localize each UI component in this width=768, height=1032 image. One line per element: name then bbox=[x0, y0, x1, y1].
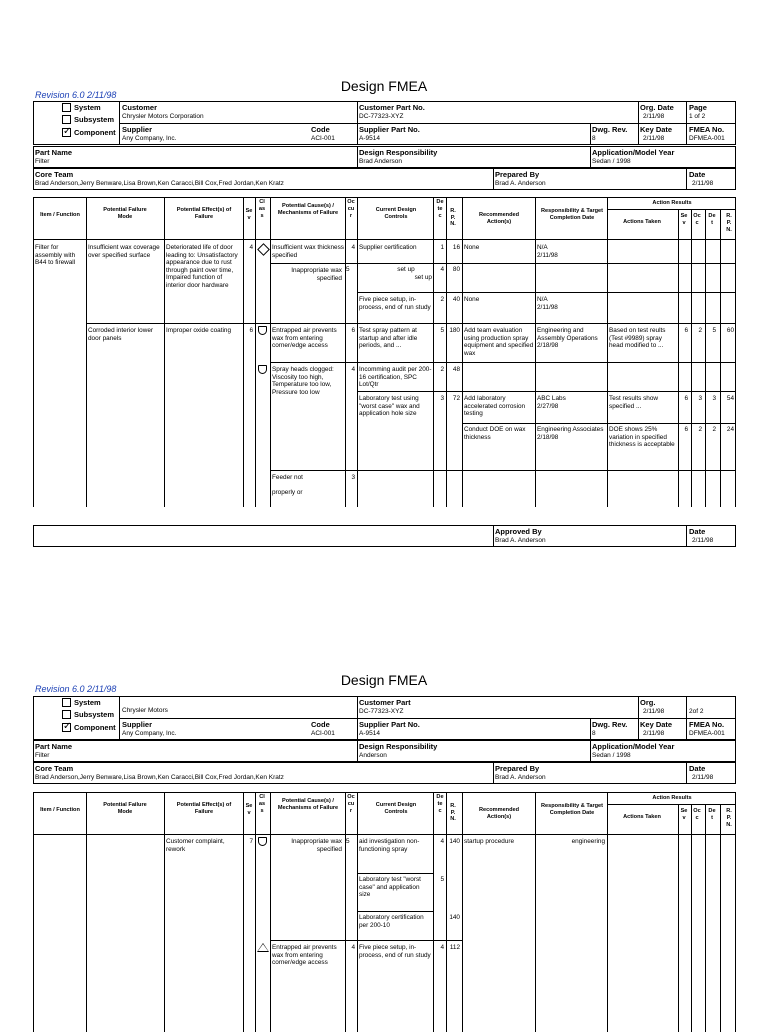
ar-sev-cell: 6 bbox=[684, 327, 688, 334]
fmea-no-label: FMEA No. bbox=[689, 125, 725, 134]
rpn-cell: 140 bbox=[449, 914, 460, 921]
page-value: 2of 2 bbox=[689, 708, 704, 715]
col-failure-mode: Potential Failure Mode bbox=[103, 207, 147, 220]
shield-class-icon bbox=[258, 837, 267, 846]
page-label: Page bbox=[689, 103, 707, 112]
actions-taken-cell: Test results show specified ... bbox=[609, 395, 659, 410]
actions-taken-cell: DOE shows 25% variation in specified thickness is acceptable bbox=[609, 426, 675, 449]
revision-label: Revision 6.0 2/11/98 bbox=[35, 90, 117, 100]
col-item-function: Item / Function bbox=[40, 807, 80, 813]
supplier-part-no-value: A-9514 bbox=[359, 135, 380, 142]
failure-mode-cell: Corroded interior lower door panels bbox=[88, 327, 153, 342]
triangle-class-icon bbox=[257, 943, 269, 952]
col-item-function: Item / Function bbox=[40, 212, 80, 218]
det-cell: 2 bbox=[440, 366, 444, 373]
part-name-value: Filter bbox=[35, 158, 50, 165]
control-cell: Five piece setup, in-process, end of run study bbox=[359, 944, 431, 959]
revision-label: Revision 6.0 2/11/98 bbox=[35, 684, 117, 694]
det-cell: 5 bbox=[440, 327, 444, 334]
code-label: Code bbox=[311, 125, 330, 134]
system-label: System bbox=[74, 103, 101, 112]
col-causes: Potential Cause(s) / Mechanisms of Failure bbox=[277, 203, 339, 216]
cause-cell: Spray heads clogged: Viscosity too high, Temperature too low, Pressure too low bbox=[272, 366, 334, 396]
org-date-value: 2/11/98 bbox=[643, 708, 665, 715]
det-cell: 2 bbox=[440, 296, 444, 303]
subsystem-checkbox[interactable] bbox=[62, 115, 71, 124]
ar-occ-cell: 3 bbox=[698, 395, 702, 402]
effect-cell: Improper oxide coating bbox=[166, 327, 232, 334]
responsibility-cell: Engineering Associates 2/18/98 bbox=[537, 426, 604, 441]
col-occur: Occur bbox=[347, 794, 355, 814]
page-title: Design FMEA bbox=[340, 672, 428, 688]
approved-date-label: Date bbox=[689, 527, 706, 536]
recommended-cell: Conduct DOE on wax thickness bbox=[464, 426, 526, 441]
recommended-cell: Add team evaluation using production spray equipment and specified wax bbox=[464, 327, 534, 357]
ar-det-cell: 3 bbox=[712, 395, 716, 402]
customer-label: Customer bbox=[122, 103, 158, 112]
part-name-label: Part Name bbox=[35, 742, 73, 751]
occ-cell: 5 bbox=[346, 838, 350, 845]
col-ar-rpn: R. P. N. bbox=[726, 808, 732, 828]
part-name-label: Part Name bbox=[35, 148, 73, 157]
col-ar-sev: Sev bbox=[680, 213, 688, 226]
key-date-value: 2/11/98 bbox=[643, 730, 665, 737]
application-model-year-value: Sedan / 1998 bbox=[592, 752, 631, 759]
col-actions-taken: Actions Taken bbox=[623, 219, 661, 225]
det-cell: 5 bbox=[440, 876, 444, 883]
date-value: 2/11/98 bbox=[692, 180, 714, 187]
ar-rpn-cell: 24 bbox=[726, 426, 734, 433]
design-responsibility-label: Design Responsibility bbox=[359, 742, 438, 751]
approved-by-label: Approved By bbox=[495, 527, 542, 536]
core-team-value: Brad Anderson,Jerry Benware,Lisa Brown,Ken Caracci,Bill Cox,Fred Jordan,Ken Kratz bbox=[35, 180, 284, 187]
responsibility-cell: ABC Labs 2/27/98 bbox=[537, 395, 566, 410]
rpn-cell: 40 bbox=[452, 296, 460, 303]
cause-cell: Entrapped air prevents wax from entering corner/edge access bbox=[272, 944, 337, 967]
part-name-value: Filter bbox=[35, 752, 50, 759]
col-responsibility: Responsibility & Target Completion Date bbox=[540, 208, 604, 221]
det-cell: 4 bbox=[440, 944, 444, 951]
supplier-value: Any Company, Inc. bbox=[122, 135, 177, 142]
col-detec: Detec bbox=[436, 199, 444, 219]
rpn-cell: 16 bbox=[452, 244, 460, 251]
shield-class-icon bbox=[258, 365, 267, 374]
responsibility-cell: Engineering and Assembly Operations 2/18/98 bbox=[537, 327, 598, 350]
col-recommended: Recommended Action(s) bbox=[478, 807, 520, 820]
det-cell: 4 bbox=[440, 266, 444, 273]
col-action-results: Action Results bbox=[652, 200, 692, 206]
recommended-cell: None bbox=[464, 244, 480, 251]
fmea-no-value: DFMEA-001 bbox=[689, 135, 725, 142]
actions-taken-cell: Based on test reults (Test #9989) spray head modified to ... bbox=[609, 327, 666, 350]
core-team-label: Core Team bbox=[35, 170, 74, 179]
col-failure-mode: Potential Failure Mode bbox=[103, 802, 147, 815]
cause-cell: Entrapped air prevents wax from entering corner/edge access bbox=[272, 327, 337, 350]
sev-cell: 4 bbox=[249, 244, 253, 251]
det-cell: 4 bbox=[440, 838, 444, 845]
org-label: Org. bbox=[640, 698, 656, 707]
shield-class-icon bbox=[258, 326, 267, 335]
col-ar-det: Det bbox=[708, 808, 716, 821]
cause-cell: Inappropriate wax specified bbox=[291, 838, 342, 853]
dwg-rev-value: 8 bbox=[592, 135, 596, 142]
occ-cell: 4 bbox=[351, 944, 355, 951]
component-label: Component bbox=[74, 128, 116, 137]
customer-value: Chrysler Motors bbox=[122, 707, 168, 714]
cause-cell: Feeder not properly or bbox=[272, 474, 303, 497]
design-responsibility-value: Brad Anderson bbox=[359, 158, 403, 165]
rpn-cell: 72 bbox=[452, 395, 460, 402]
dwg-rev-label: Dwg. Rev. bbox=[592, 125, 628, 134]
approved-by-value: Brad A. Anderson bbox=[495, 537, 546, 544]
cause-cell: Insufficient wax thickness specified bbox=[272, 244, 344, 259]
supplier-label: Supplier bbox=[122, 720, 153, 729]
fmea-no-value: DFMEA-001 bbox=[689, 730, 725, 737]
responsibility-cell: engineering bbox=[571, 838, 605, 845]
approved-block bbox=[33, 525, 736, 547]
date-label: Date bbox=[689, 170, 706, 179]
control-cell: Laboratory certification per 200-10 bbox=[359, 914, 424, 929]
col-responsibility: Responsibility & Target Completion Date bbox=[540, 803, 604, 816]
core-team-value: Brad Anderson,Jerry Benware,Lisa Brown,Ken Caracci,Bill Cox,Fred Jordan,Ken Kratz bbox=[35, 774, 284, 781]
customer-part-no-value: DC-77323-XYZ bbox=[359, 113, 404, 120]
rpn-cell: 80 bbox=[452, 266, 460, 273]
sev-cell: 7 bbox=[249, 838, 253, 845]
recommended-cell: Add laboratory accelerated corrosion testing bbox=[464, 395, 526, 418]
col-controls: Current Design Controls bbox=[375, 207, 417, 220]
code-label: Code bbox=[311, 720, 330, 729]
ar-occ-cell: 2 bbox=[698, 426, 702, 433]
org-date-value: 2/11/98 bbox=[643, 113, 665, 120]
dwg-rev-label: Dwg. Rev. bbox=[592, 720, 628, 729]
supplier-part-no-label: Supplier Part No. bbox=[359, 125, 420, 134]
supplier-value: Any Company, Inc. bbox=[122, 730, 177, 737]
failure-mode-cell: Insufficient wax coverage over specified surface bbox=[88, 244, 160, 259]
customer-part-label: Customer Part bbox=[359, 698, 411, 707]
effect-cell: Deteriorated life of door leading to: Unsatisfactory appearance due to rust through paint over time, Impaired function of interior door hardware bbox=[166, 244, 238, 289]
col-recommended: Recommended Action(s) bbox=[478, 212, 520, 225]
supplier-label: Supplier bbox=[122, 125, 153, 134]
col-controls: Current Design Controls bbox=[375, 802, 417, 815]
det-cell: 1 bbox=[440, 244, 444, 251]
ar-occ-cell: 2 bbox=[698, 327, 702, 334]
control-cell: Incomming audit per 200-16 certification, SPC Lot/Qtr bbox=[359, 366, 432, 389]
control-cell: Supplier certification bbox=[359, 244, 417, 251]
date-label: Date bbox=[689, 764, 706, 773]
page-title: Design FMEA bbox=[340, 78, 428, 94]
customer-part-no-label: Customer Part No. bbox=[359, 103, 425, 112]
customer-value: Chrysler Motors Corporation bbox=[122, 113, 204, 120]
supplier-part-no-value: A-9514 bbox=[359, 730, 380, 737]
component-checkbox[interactable] bbox=[62, 128, 71, 137]
col-effects: Potential Effect(s) of Failure bbox=[176, 802, 232, 815]
col-rpn: R. P. N. bbox=[450, 208, 456, 228]
col-ar-rpn: R. P. N. bbox=[726, 213, 732, 233]
ar-det-cell: 2 bbox=[712, 426, 716, 433]
control-cell: Five piece setup, in-process, end of run study bbox=[359, 296, 431, 311]
subsystem-label: Subsystem bbox=[74, 115, 115, 124]
ar-rpn-cell: 54 bbox=[726, 395, 734, 402]
component-label: Component bbox=[74, 723, 116, 732]
sev-cell: 6 bbox=[249, 327, 253, 334]
subsystem-checkbox[interactable] bbox=[62, 710, 71, 719]
application-model-year-label: Application/Model Year bbox=[592, 148, 675, 157]
item-function-cell: Filter for assembly with B44 to firewall bbox=[35, 244, 76, 267]
design-responsibility-value: Anderson bbox=[359, 752, 387, 759]
system-checkbox[interactable] bbox=[62, 103, 71, 112]
rpn-cell: 112 bbox=[449, 944, 460, 951]
control-cell: aid investigation non-functioning spray bbox=[359, 838, 420, 853]
responsibility-cell: N/A 2/11/98 bbox=[537, 244, 558, 259]
col-rpn: R. P. N. bbox=[450, 803, 456, 823]
code-value: ACI-001 bbox=[311, 730, 335, 737]
ar-det-cell: 5 bbox=[712, 327, 716, 334]
prepared-by-value: Brad A. Anderson bbox=[495, 774, 546, 781]
design-responsibility-label: Design Responsibility bbox=[359, 148, 438, 157]
application-model-year-label: Application/Model Year bbox=[592, 742, 675, 751]
org-date-label: Org. Date bbox=[640, 103, 674, 112]
det-cell: 3 bbox=[440, 395, 444, 402]
control-cell: Laboratory test "worst case" and application size bbox=[359, 876, 421, 899]
effect-cell: Customer complaint, rework bbox=[166, 838, 225, 853]
col-detec: Detec bbox=[436, 794, 444, 814]
occ-cell: 5 bbox=[346, 266, 350, 273]
col-sev: Sev bbox=[245, 208, 253, 221]
col-class: Class bbox=[258, 794, 266, 814]
col-ar-occ: Occ bbox=[693, 213, 701, 226]
system-checkbox[interactable] bbox=[62, 698, 71, 707]
dwg-rev-value: 8 bbox=[592, 730, 596, 737]
col-class: Class bbox=[258, 199, 266, 219]
key-date-value: 2/11/98 bbox=[643, 135, 665, 142]
key-date-label: Key Date bbox=[640, 720, 673, 729]
control-cell: Test spray pattern at startup and after idle periods, and ... bbox=[359, 327, 418, 350]
application-model-year-value: Sedan / 1998 bbox=[592, 158, 631, 165]
recommended-cell: None bbox=[464, 296, 480, 303]
col-ar-det: Det bbox=[708, 213, 716, 226]
ar-sev-cell: 6 bbox=[684, 395, 688, 402]
col-occur: Occur bbox=[347, 199, 355, 219]
prepared-by-label: Prepared By bbox=[495, 764, 540, 773]
col-ar-occ: Occ bbox=[693, 808, 701, 821]
prepared-by-value: Brad A. Anderson bbox=[495, 180, 546, 187]
date-value: 2/11/98 bbox=[692, 774, 714, 781]
approved-date-value: 2/11/98 bbox=[692, 537, 714, 544]
rpn-cell: 140 bbox=[449, 838, 460, 845]
control-cell: Laboratory test using "worst case" wax and application hole size bbox=[359, 395, 420, 418]
responsibility-cell: N/A 2/11/98 bbox=[537, 296, 558, 311]
customer-part-no-value: DC-77323-XYZ bbox=[359, 708, 404, 715]
cause-cell: Inappropriate wax specified bbox=[291, 267, 342, 282]
page-value: 1 of 2 bbox=[689, 113, 706, 120]
fmea-table bbox=[33, 792, 736, 1032]
col-sev: Sev bbox=[245, 803, 253, 816]
col-effects: Potential Effect(s) of Failure bbox=[176, 207, 232, 220]
ar-rpn-cell: 60 bbox=[726, 327, 734, 334]
rpn-cell: 180 bbox=[449, 327, 460, 334]
ar-sev-cell: 6 bbox=[684, 426, 688, 433]
code-value: ACI-001 bbox=[311, 135, 335, 142]
col-action-results: Action Results bbox=[652, 795, 692, 801]
rpn-cell: 48 bbox=[452, 366, 460, 373]
control-cell: set up set up bbox=[397, 266, 432, 281]
supplier-part-no-label: Supplier Part No. bbox=[359, 720, 420, 729]
system-label: System bbox=[74, 698, 101, 707]
key-date-label: Key Date bbox=[640, 125, 673, 134]
col-ar-sev: Sev bbox=[680, 808, 688, 821]
component-checkbox[interactable] bbox=[62, 723, 71, 732]
subsystem-label: Subsystem bbox=[74, 710, 115, 719]
occ-cell: 4 bbox=[351, 366, 355, 373]
occ-cell: 4 bbox=[351, 244, 355, 251]
core-team-label: Core Team bbox=[35, 764, 74, 773]
prepared-by-label: Prepared By bbox=[495, 170, 540, 179]
fmea-no-label: FMEA No. bbox=[689, 720, 725, 729]
col-actions-taken: Actions Taken bbox=[623, 814, 661, 820]
col-causes: Potential Cause(s) / Mechanisms of Failure bbox=[277, 798, 339, 811]
occ-cell: 6 bbox=[351, 327, 355, 334]
recommended-cell: startup procedure bbox=[464, 838, 515, 845]
occ-cell: 3 bbox=[351, 474, 355, 481]
